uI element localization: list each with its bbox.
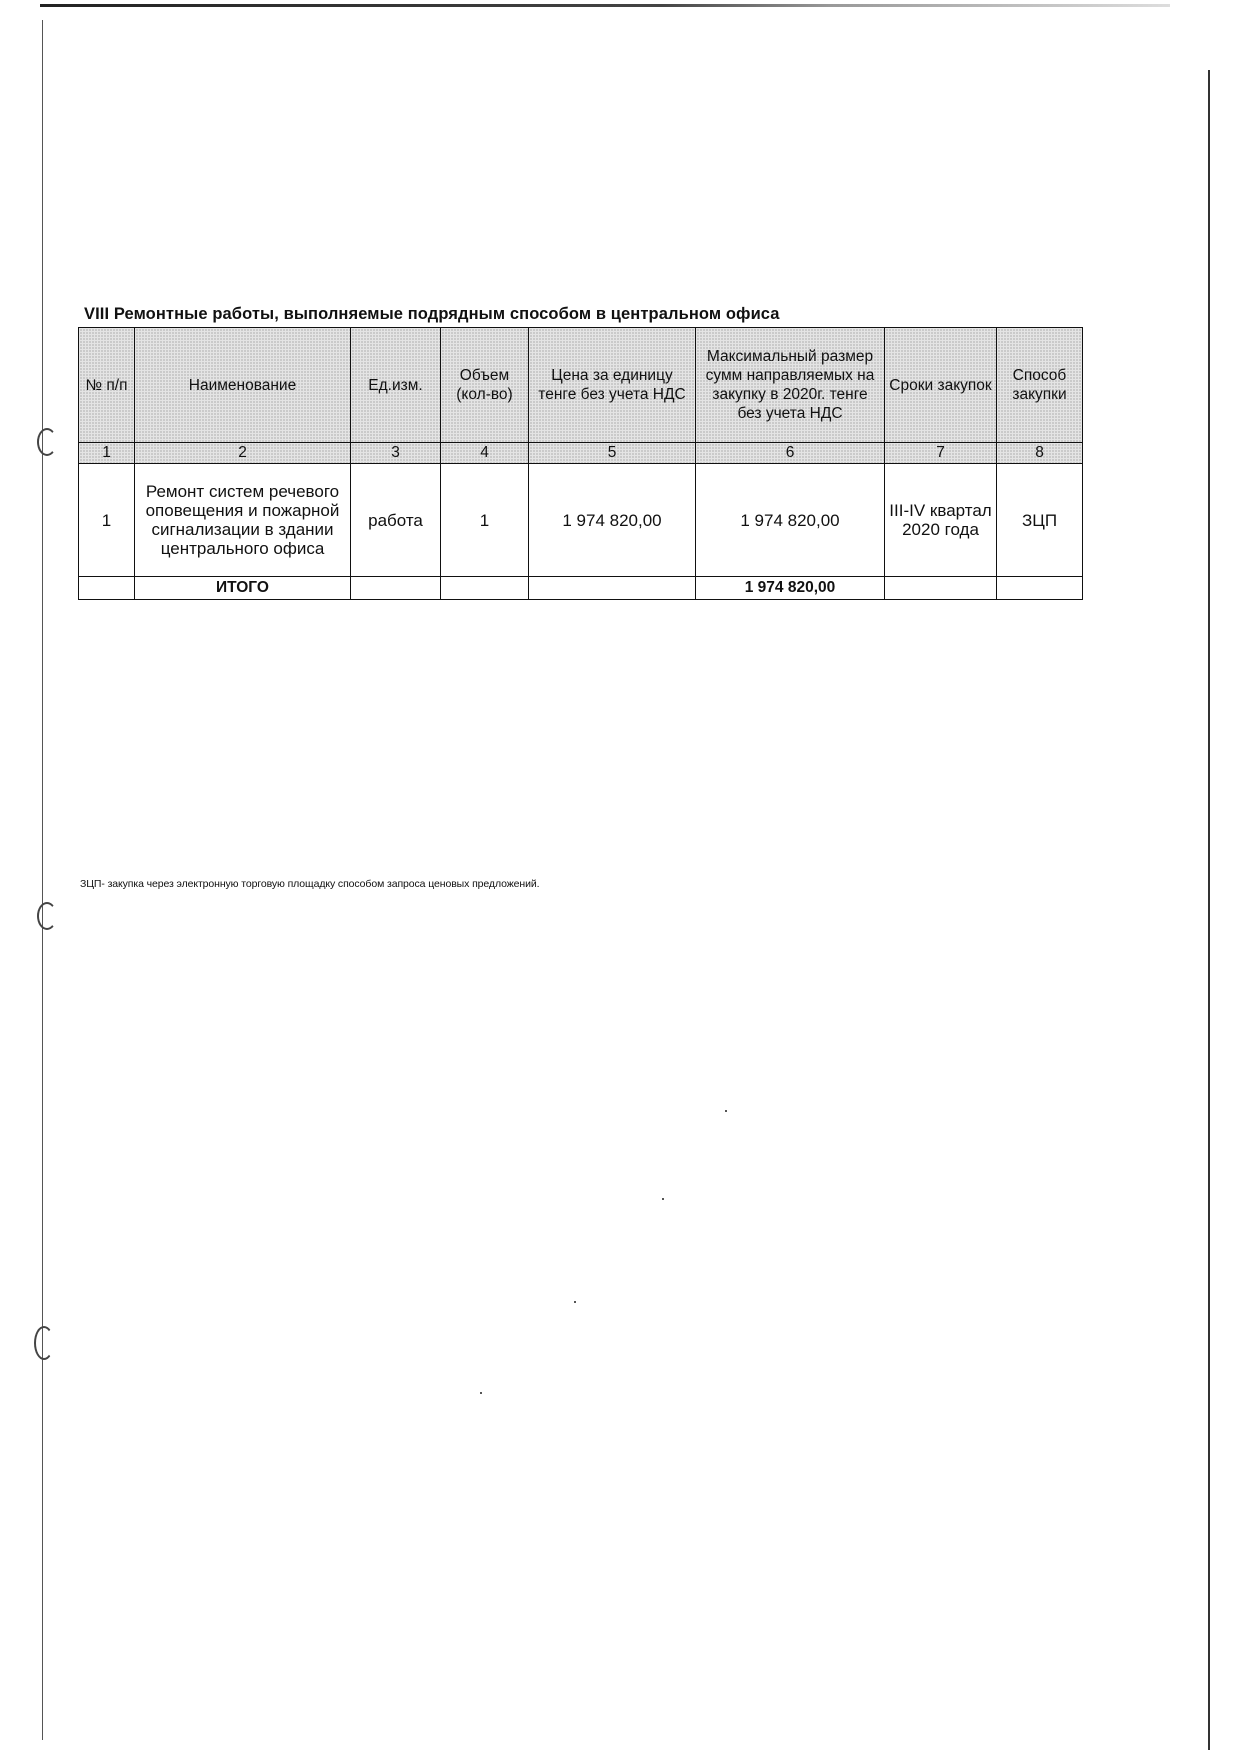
column-number: 7	[885, 443, 997, 464]
table-header-row	[79, 328, 1083, 443]
row-max-amount: 1 974 820,00	[696, 464, 885, 577]
total-empty-cell	[885, 577, 997, 600]
procurement-table	[78, 327, 1083, 600]
scan-edge-right	[1208, 70, 1210, 1750]
header-cell-method: Способ закупки	[997, 328, 1083, 443]
punch-hole-mark	[37, 902, 57, 930]
table-row	[79, 464, 1083, 577]
column-number: 3	[351, 443, 441, 464]
column-number: 4	[441, 443, 529, 464]
column-number: 6	[696, 443, 885, 464]
scan-edge-left	[42, 20, 43, 1740]
punch-hole-mark	[34, 1326, 54, 1360]
header-cell-number: № п/п	[79, 328, 135, 443]
footnote: ЗЦП- закупка через электронную торговую площадку способом запроса ценовых предложений.	[80, 878, 540, 890]
header-cell-max-amount: Максимальный размер сумм направляемых на закупку в 2020г. тенге без учета НДС	[696, 328, 885, 443]
column-number: 2	[135, 443, 351, 464]
section-title: VIII Ремонтные работы, выполняемые подрядным способом в центральном офиса	[84, 305, 780, 323]
punch-hole-mark	[37, 428, 57, 456]
total-empty-cell	[351, 577, 441, 600]
scan-speck	[574, 1301, 576, 1303]
column-number: 1	[79, 443, 135, 464]
column-number: 5	[529, 443, 696, 464]
row-period: III-IV квартал 2020 года	[885, 464, 997, 577]
scan-speck	[480, 1392, 482, 1394]
total-amount: 1 974 820,00	[696, 577, 885, 600]
total-empty-cell	[529, 577, 696, 600]
column-number-row	[79, 443, 1083, 464]
total-row	[79, 577, 1083, 600]
header-cell-quantity: Объем (кол-во)	[441, 328, 529, 443]
total-empty-cell	[79, 577, 135, 600]
row-unit: работа	[351, 464, 441, 577]
row-unit-price: 1 974 820,00	[529, 464, 696, 577]
header-cell-name: Наименование	[135, 328, 351, 443]
total-empty-cell	[997, 577, 1083, 600]
scan-edge-top	[40, 4, 1170, 7]
scan-speck	[725, 1110, 727, 1112]
row-method: ЗЦП	[997, 464, 1083, 577]
total-label: ИТОГО	[135, 577, 351, 600]
header-cell-unit: Ед.изм.	[351, 328, 441, 443]
row-name: Ремонт систем речевого оповещения и пожарной сигнализации в здании центрального офиса	[135, 464, 351, 577]
header-cell-period: Сроки закупок	[885, 328, 997, 443]
row-quantity: 1	[441, 464, 529, 577]
row-number: 1	[79, 464, 135, 577]
header-cell-unit-price: Цена за единицу тенге без учета НДС	[529, 328, 696, 443]
total-empty-cell	[441, 577, 529, 600]
column-number: 8	[997, 443, 1083, 464]
scan-speck	[662, 1198, 664, 1200]
